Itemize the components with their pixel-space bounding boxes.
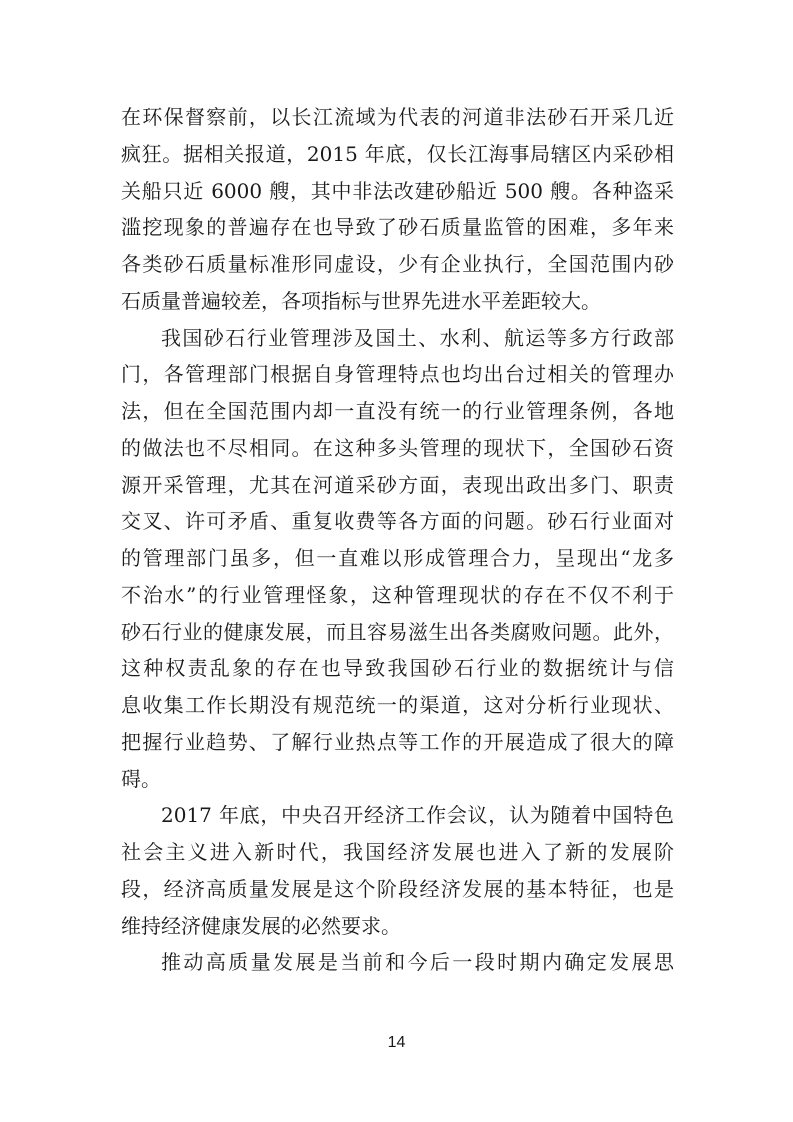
paragraph-4	[121, 944, 674, 981]
text-line: 滥挖现象的普遍存在也导致了砂石质量监管的困难，多年来	[121, 215, 674, 240]
text-line: 在环保督察前，以长江流域为代表的河道非法砂石开采几近	[121, 105, 674, 129]
text-line: 把握行业趋势、了解行业热点等工作的开展造成了很大的障	[121, 729, 674, 754]
text-line: 社会主义进入新时代，我国经济发展也进入了新的发展阶	[121, 840, 674, 864]
text-line: 不治水”的行业管理怪象，这种管理现状的存在不仅不利于	[121, 582, 674, 607]
text-line: 源开采管理，尤其在河道采砂方面，表现出政出多门、职责	[121, 472, 674, 497]
text-line: 息收集工作长期没有规范统一的渠道，这对分析行业现状、	[121, 693, 674, 717]
paragraph-3	[121, 797, 674, 944]
paragraph-1	[121, 99, 674, 320]
text-line: 砂石行业的健康发展，而且容易滋生出各类腐败问题。此外，	[121, 619, 674, 644]
text-line: 推动高质量发展是当前和今后一段时期内确定发展思	[161, 950, 674, 975]
text-line: 我国砂石行业管理涉及国土、水利、航运等多方行政部	[161, 325, 674, 350]
text-line: 段，经济高质量发展是这个阶段经济发展的基本特征，也是	[121, 876, 674, 901]
body-text	[121, 99, 674, 981]
text-line: 门，各管理部门根据自身管理特点也均出台过相关的管理办	[121, 362, 674, 387]
text-line: 各类砂石质量标准形同虚设，少有企业执行，全国范围内砂	[121, 252, 674, 276]
text-line: 的管理部门虽多，但一直难以形成管理合力，呈现出“龙多	[121, 546, 674, 570]
page-number: 14	[387, 1034, 406, 1051]
text-line: 法，但在全国范围内却一直没有统一的行业管理条例，各地	[121, 399, 674, 423]
text-line: 疯狂。据相关报道，2015 年底，仅长江海事局辖区内采砂相	[121, 141, 674, 166]
text-line: 的做法也不尽相同。在这种多头管理的现状下，全国砂石资	[121, 435, 674, 460]
text-line: 维持经济健康发展的必然要求。	[121, 913, 401, 938]
text-line: 石质量普遍较差，各项指标与世界先进水平差距较大。	[121, 288, 601, 313]
text-line: 2017 年底，中央召开经济工作会议，认为随着中国特色	[161, 803, 674, 828]
text-line: 碍。	[121, 766, 161, 791]
text-line: 关船只近 6000 艘，其中非法改建砂船近 500 艘。各种盗采	[121, 178, 674, 203]
text-line: 交叉、许可矛盾、重复收费等各方面的问题。砂石行业面对	[121, 509, 674, 534]
text-line: 这种权责乱象的存在也导致我国砂石行业的数据统计与信	[121, 656, 674, 681]
paragraph-2	[121, 320, 674, 798]
